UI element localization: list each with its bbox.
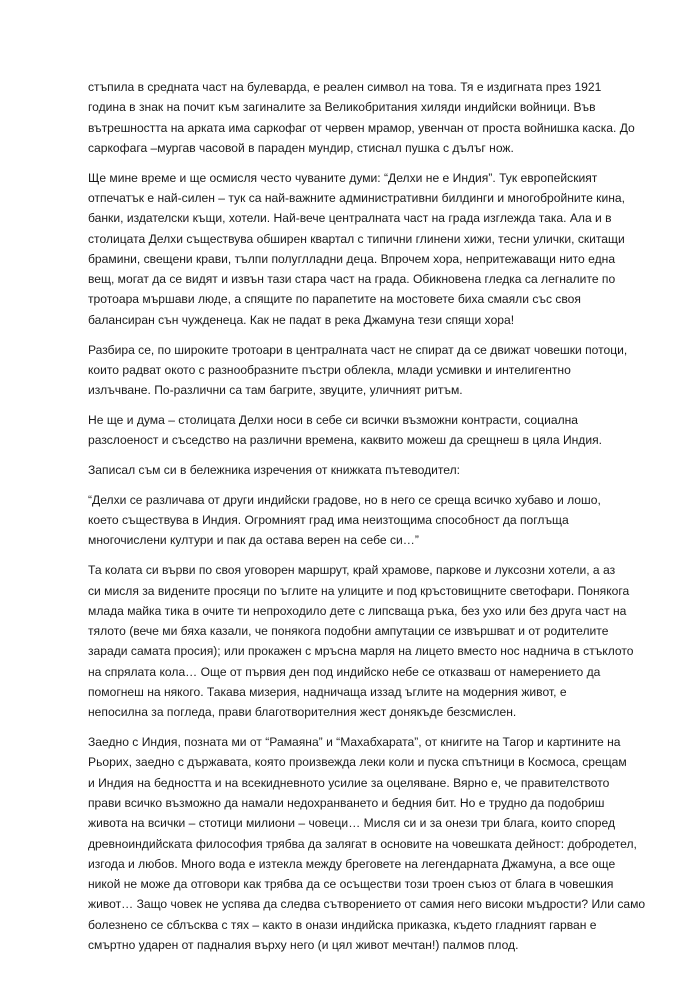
text-line: Та колата си върви по своя уговорен маршрут, край храмове, паркове и луксозни хотели, а аз (88, 563, 616, 578)
text-line: столицата Делхи съществува обширен квартал с типични глинени хижи, тесни улички, скитащи (88, 231, 625, 246)
text-line: Рьорих, заедно с държавата, която произвежда леки коли и пуска спътници в Космоса, срещам (88, 755, 627, 770)
paragraph (88, 77, 635, 158)
paragraph (88, 168, 625, 330)
text-line: живот… Защо човек не успява да следва сътворението от самия него високи мъдрости? Или само (88, 897, 646, 912)
text-line: вещ, могат да се видят и извън тази стара част на града. Обикновена гледка са легналите по (88, 272, 616, 287)
text-line: разслоеност и съседство на различни времена, каквито можеш да срещнеш в цяла Индия. (88, 433, 603, 448)
text-line: древноиндийската философия трябва да залягат в основите на човешката дейност: добродетел, (88, 836, 637, 851)
text-line: прави всичко възможно да намали недохранването и бедния бит. Но е трудно да подобриш (88, 796, 605, 810)
text-line: стъпила в средната част на булеварда, е реален символ на това. Тя е издигната през 1921 (88, 80, 602, 94)
paragraph (88, 460, 614, 480)
text-line: тялото (вече ми бяха казали, че понякога подобни ампутации се извършват и от родителите (88, 624, 609, 639)
text-line: млада майка тика в очите ти непроходило дете с липсваща ръка, без ухо или без друга част на (88, 603, 627, 618)
paragraph (88, 490, 614, 551)
text-line: Не ще и дума – столицата Делхи носи в себе си всички възможни контрасти, социална (88, 412, 579, 427)
text-line: Заедно с Индия, позната ми от “Рамаяна” и “Махабхарата”, от книгите на Тагор и картините на (88, 735, 621, 750)
text-line: Записал съм си в бележника изречения от книжката пътеводител: (88, 463, 461, 478)
text-line: тротоара мършави люде, а спящите по парапетите на мостовете биха смаяли със своя (88, 292, 581, 307)
text-line: помогнеш на някого. Такава мизерия, надничаща иззад ъглите на модерния живот, е (88, 685, 567, 700)
text-line: заради самата просия); или прокажен с мръсна марля на лицето вместо нос наднича в стъклото (88, 644, 634, 659)
text-line: което съществува в Индия. Огромният град има неизтощима способност да поглъща (88, 513, 569, 528)
document-body (88, 77, 646, 965)
text-line: изгода и любов. Много вода е изтекла между бреговете на легендарната Джамуна, а все още (88, 856, 616, 871)
text-line: отпечатък е най-силен – тук са най-важните административни билдинги и многобройните кина, (88, 190, 625, 205)
text-line: смъртно ударен от падналия върху него (и цял живот мечтан!) палмов плод. (88, 938, 519, 953)
paragraph (88, 410, 614, 451)
text-line: банки, издателски къщи, хотели. Най-вече централната част на града изглежда така. Ала и в (88, 211, 612, 226)
text-line: непосилна за погледа, прави благотворителния жест донякъде безсмислен. (88, 705, 517, 720)
text-line: Ще мине време и ще осмисля често чуваните думи: “Делхи не е Индия”. Тук европейският (88, 170, 598, 185)
text-line: излъчване. По-различни са там багрите, звуците, уличният ритъм. (88, 383, 463, 398)
text-line: Разбира се, по широките тротоари в централната част не спират да се движат човешки потоци, (88, 342, 628, 357)
text-line: многочислени култури и пак да остава верен на себе си…” (88, 533, 419, 548)
text-line: на спрялата кола… Още от първия ден под индийско небе се отказваш от намерението да (88, 664, 601, 679)
text-line: “Делхи се различава от други индийски градове, но в него се среща всичко хубаво и лошо, (88, 492, 601, 507)
paragraph (88, 560, 634, 722)
text-line: и Индия на бедността и на всекидневното усилие за оцеляване. Вярно е, че правителството (88, 775, 610, 790)
paragraph (88, 340, 628, 401)
text-line: балансиран сън чужденеца. Как не падат в река Джамуна тези спящи хора! (88, 312, 515, 327)
text-line: болезнено се сблъсква с тях – както в онази индийска приказка, където гладният гарван е (88, 917, 597, 932)
text-line: година в знак на почит към загиналите за Великобритания хиляди индийски войници. Във (88, 100, 596, 115)
paragraph (88, 732, 646, 955)
text-line: живота на всички – стотици милиони – човеци… Мисля си и за онези три блага, които според (88, 816, 616, 831)
text-line: които радват окото с разнообразните пъстри облекла, млади усмивки и интелигентно (88, 362, 571, 377)
text-line: саркофага –мургав часовой в параден мундир, стиснал пушка с дълъг нож. (88, 140, 514, 155)
text-line: никой не може да отговори как трябва да се осъществи този троен съюз от блага в човешкия (88, 877, 614, 892)
text-line: си мисля за видените просяци по ъглите на улиците и под кръстовищните светофари. Понякога (88, 583, 630, 598)
text-line: вътрешността на арката има саркофаг от червен мрамор, увенчан от проста войнишка каска. До (88, 120, 635, 135)
text-line: брамини, свещени крави, тълпи полуглладни деца. Впрочем хора, непритежаващи нито една (88, 251, 616, 266)
